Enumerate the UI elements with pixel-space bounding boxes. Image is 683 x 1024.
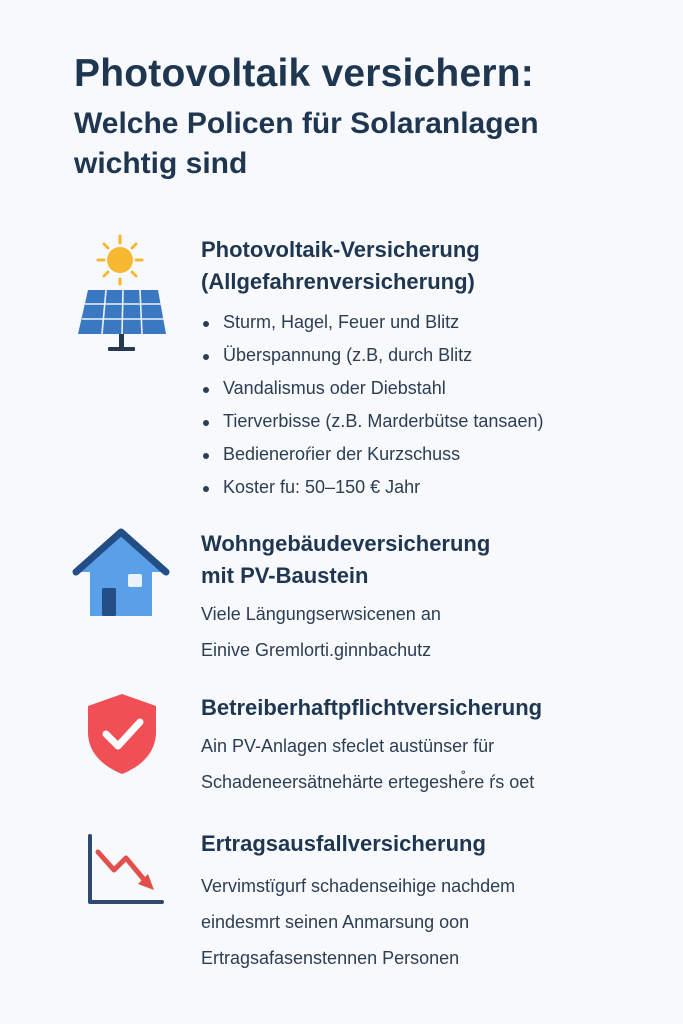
section-title: Betreiberhaftpflichtversicherung — [201, 695, 543, 720]
list-item: Sturm, Hagel, Feuer und Blitz — [201, 306, 543, 339]
list-item: Koster fu: 50–150 € Jahr — [201, 471, 543, 504]
section-pv-insurance — [0, 230, 683, 510]
description-line: Ertragsafasenstennen Personen — [201, 948, 460, 968]
section-building-insurance — [0, 528, 683, 668]
declining-chart-icon — [84, 834, 164, 906]
section-title-line: mit PV-Baustein — [201, 563, 369, 588]
coverage-list — [201, 306, 543, 504]
page-subtitle: Welche Policen für Solaranlagen wichtig sind — [74, 107, 539, 180]
house-icon — [72, 528, 170, 620]
description-line: eindesmrt seinen Anmarsung oon — [201, 912, 470, 932]
list-item: Überspannung (z.B, durch Blitz — [201, 339, 543, 372]
list-item: Bedieneroŕier der Kurzschuss — [201, 438, 543, 471]
section-yield-loss-insurance — [0, 826, 683, 966]
description-line: Einive Gremlorti.ginnbachutz — [201, 640, 432, 660]
section-description — [201, 728, 621, 800]
section-description — [201, 868, 621, 976]
shield-check-icon — [84, 692, 160, 776]
section-title — [201, 528, 490, 592]
section-description — [201, 596, 621, 668]
section-title: Ertragsausfallversicherung — [201, 831, 486, 856]
description-line: Vervimstïgurf schadenseihige nachdem — [201, 876, 516, 896]
description-line: Ain PV-Anlagen sfeclet austünser für — [201, 736, 495, 756]
section-title — [201, 234, 480, 298]
section-title-line: (Allgefahrenversicherung) — [201, 269, 475, 294]
section-title-line: Photovoltaik-Versicherung — [201, 237, 480, 262]
description-line: Viele Längungserwsicenen an — [201, 604, 441, 624]
solar-panel-sun-icon — [74, 234, 174, 354]
page-title: Photovoltaik versichern: — [74, 52, 534, 95]
section-liability-insurance — [0, 688, 683, 808]
list-item: Tierverbisse (z.B. Marderbütse tansaen) — [201, 405, 543, 438]
section-title-line: Wohngebäudeversicherung — [201, 531, 491, 556]
list-item: Vandalismus oder Diebstahl — [201, 372, 543, 405]
description-line: Schadeneersätnehärte ertegeshe̊re ŕs oet — [201, 772, 535, 792]
